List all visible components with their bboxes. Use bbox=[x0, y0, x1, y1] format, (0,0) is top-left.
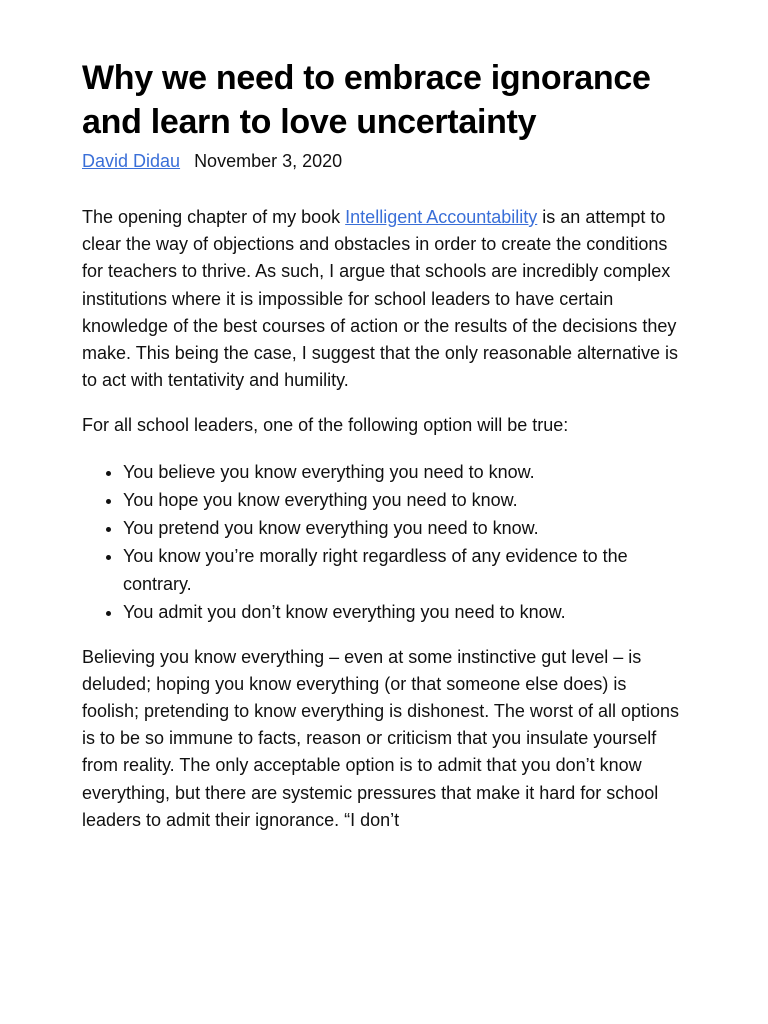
intro-paragraph bbox=[82, 204, 688, 394]
list-item: • You hope you know everything you need to know. bbox=[123, 486, 688, 514]
book-link[interactable]: Intelligent Accountability bbox=[345, 207, 538, 227]
intro-text-after-link: is an attempt to clear the way of objections and obstacles in order to create the conditions for teachers to thrive. As such, I argue that schools are incredibly complex institutions where it is impossible for school leaders to have certain knowledge of the best courses of action or the results of the decisions they make. This being the case, I suggest that the only reasonable alternative is to act with tentativity and humility. bbox=[82, 207, 679, 391]
list-item: • You admit you don’t know everything you need to know. bbox=[123, 598, 688, 626]
author-link[interactable]: David Didau bbox=[82, 151, 181, 171]
conclusion-paragraph: Believing you know everything – even at some instinctive gut level – is deluded; hoping you know everything (or that someone else does) is foolish; pretending to know everything is dishonest. The worst of all options is to be so immune to facts, reason or criticism that you insulate yourself from reality. The only acceptable option is to admit that you don’t know everything, but there are systemic pressures that make it hard for school leaders to admit their ignorance. “I don’t bbox=[82, 646, 680, 830]
publish-date: November 3, 2020 bbox=[194, 151, 343, 171]
intro-text-before-link: The opening chapter of my book bbox=[82, 207, 346, 227]
list-item: • You believe you know everything you need to know. bbox=[123, 458, 688, 486]
article-title: Why we need to embrace ignorance and learn to love uncertainty bbox=[82, 59, 651, 141]
list-item: • You pretend you know everything you need to know. bbox=[123, 514, 688, 542]
list-item: • You know you’re morally right regardless of any evidence to the contrary. bbox=[123, 542, 688, 598]
options-list bbox=[82, 458, 688, 626]
article-meta bbox=[82, 148, 688, 174]
article-body bbox=[82, 204, 688, 834]
lead-in-paragraph: For all school leaders, one of the following option will be true: bbox=[82, 415, 569, 436]
article bbox=[82, 56, 688, 852]
